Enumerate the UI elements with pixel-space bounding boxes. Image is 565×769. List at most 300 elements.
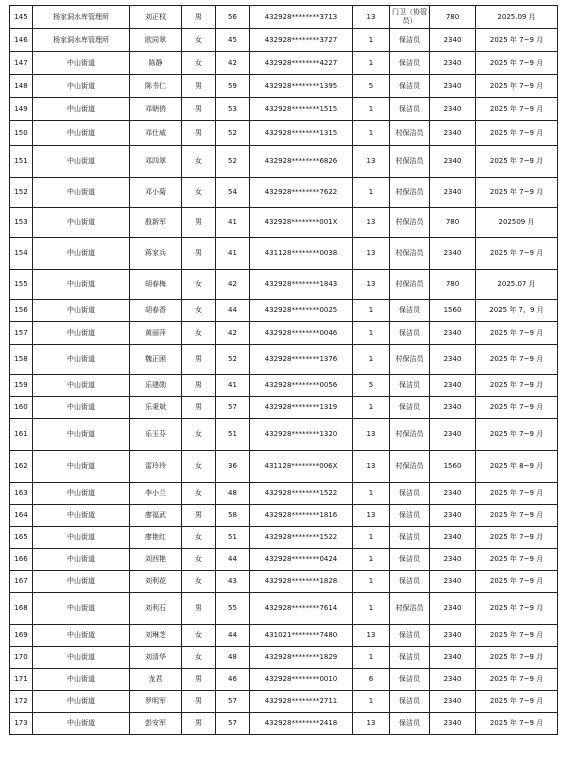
period-cell: 2025 年 7~9 月 — [476, 571, 558, 593]
period-cell: 2025 年 7~9 月 — [476, 238, 558, 270]
gender-cell: 女 — [182, 549, 216, 571]
row-number-cell: 161 — [10, 419, 33, 451]
period-cell: 2025 年 7~9 月 — [476, 75, 558, 98]
gender-cell: 女 — [182, 178, 216, 208]
name-cell: 雷玲玲 — [130, 451, 182, 483]
row-number-cell: 153 — [10, 208, 33, 238]
category-code-cell: 5 — [353, 75, 390, 98]
amount-cell: 2340 — [430, 397, 476, 419]
category-code-cell: 1 — [353, 549, 390, 571]
category-code-cell: 1 — [353, 52, 390, 75]
age-cell: 48 — [216, 483, 250, 505]
row-number-cell: 173 — [10, 713, 33, 735]
age-cell: 45 — [216, 29, 250, 52]
street-cell: 中山街道 — [33, 75, 130, 98]
position-cell: 保洁员 — [390, 98, 430, 121]
table-row — [10, 527, 558, 549]
position-cell: 保洁员 — [390, 505, 430, 527]
amount-cell: 2340 — [430, 669, 476, 691]
table-row — [10, 146, 558, 178]
age-cell: 59 — [216, 75, 250, 98]
gender-cell: 男 — [182, 6, 216, 29]
table-row — [10, 238, 558, 270]
amount-cell: 1560 — [430, 451, 476, 483]
amount-cell: 2340 — [430, 713, 476, 735]
category-code-cell: 1 — [353, 29, 390, 52]
row-number-cell: 149 — [10, 98, 33, 121]
table-body — [10, 6, 558, 735]
street-cell: 中山街道 — [33, 419, 130, 451]
table-row — [10, 549, 558, 571]
category-code-cell: 13 — [353, 6, 390, 29]
age-cell: 44 — [216, 625, 250, 647]
name-cell: 邓朝俏 — [130, 98, 182, 121]
age-cell: 42 — [216, 322, 250, 345]
position-cell: 保洁员 — [390, 625, 430, 647]
age-cell: 52 — [216, 345, 250, 375]
street-cell: 中山街道 — [33, 238, 130, 270]
period-cell: 2025 年 7~9 月 — [476, 505, 558, 527]
street-cell: 中山街道 — [33, 345, 130, 375]
id-number-cell: 432928********0056 — [250, 375, 353, 397]
period-cell: 2025 年 7~9 月 — [476, 322, 558, 345]
street-cell: 中山街道 — [33, 300, 130, 322]
table-row — [10, 375, 558, 397]
age-cell: 46 — [216, 669, 250, 691]
position-cell: 保洁员 — [390, 647, 430, 669]
row-number-cell: 162 — [10, 451, 33, 483]
street-cell: 中山街道 — [33, 647, 130, 669]
name-cell: 乐秉斌 — [130, 397, 182, 419]
row-number-cell: 170 — [10, 647, 33, 669]
gender-cell: 女 — [182, 647, 216, 669]
id-number-cell: 432928********001X — [250, 208, 353, 238]
id-number-cell: 432928********1828 — [250, 571, 353, 593]
row-number-cell: 168 — [10, 593, 33, 625]
table-row — [10, 669, 558, 691]
age-cell: 36 — [216, 451, 250, 483]
category-code-cell: 13 — [353, 451, 390, 483]
gender-cell: 男 — [182, 75, 216, 98]
amount-cell: 2340 — [430, 178, 476, 208]
row-number-cell: 167 — [10, 571, 33, 593]
table-row — [10, 121, 558, 146]
row-number-cell: 166 — [10, 549, 33, 571]
name-cell: 邓小菊 — [130, 178, 182, 208]
name-cell: 邓四翠 — [130, 146, 182, 178]
amount-cell: 2340 — [430, 238, 476, 270]
age-cell: 58 — [216, 505, 250, 527]
gender-cell: 男 — [182, 691, 216, 713]
table-row — [10, 713, 558, 735]
position-cell: 保洁员 — [390, 375, 430, 397]
amount-cell: 1560 — [430, 300, 476, 322]
id-number-cell: 432928********7614 — [250, 593, 353, 625]
name-cell: 刘清华 — [130, 647, 182, 669]
row-number-cell: 164 — [10, 505, 33, 527]
id-number-cell: 432928********1320 — [250, 419, 353, 451]
age-cell: 44 — [216, 549, 250, 571]
street-cell: 中山街道 — [33, 322, 130, 345]
name-cell: 刘利石 — [130, 593, 182, 625]
category-code-cell: 1 — [353, 397, 390, 419]
gender-cell: 男 — [182, 593, 216, 625]
id-number-cell: 432928********0424 — [250, 549, 353, 571]
position-cell: 保洁员 — [390, 483, 430, 505]
category-code-cell: 6 — [353, 669, 390, 691]
street-cell: 中山街道 — [33, 121, 130, 146]
period-cell: 2025 年 7~9 月 — [476, 549, 558, 571]
table-row — [10, 647, 558, 669]
category-code-cell: 1 — [353, 691, 390, 713]
period-cell: 2025 年 7、9 月 — [476, 300, 558, 322]
id-number-cell: 432928********1816 — [250, 505, 353, 527]
category-code-cell: 1 — [353, 571, 390, 593]
period-cell: 202509 月 — [476, 208, 558, 238]
name-cell: 陈静 — [130, 52, 182, 75]
street-cell: 中山街道 — [33, 375, 130, 397]
period-cell: 2025 年 7~9 月 — [476, 121, 558, 146]
subsidy-roster-table — [9, 5, 558, 735]
category-code-cell: 13 — [353, 270, 390, 300]
street-cell: 中山街道 — [33, 178, 130, 208]
amount-cell: 2340 — [430, 29, 476, 52]
row-number-cell: 156 — [10, 300, 33, 322]
id-number-cell: 432928********1843 — [250, 270, 353, 300]
age-cell: 52 — [216, 121, 250, 146]
id-number-cell: 432928********0010 — [250, 669, 353, 691]
id-number-cell: 432928********1319 — [250, 397, 353, 419]
category-code-cell: 13 — [353, 238, 390, 270]
age-cell: 41 — [216, 375, 250, 397]
gender-cell: 男 — [182, 669, 216, 691]
position-cell: 保洁员 — [390, 75, 430, 98]
position-cell: 保洁员 — [390, 691, 430, 713]
gender-cell: 女 — [182, 52, 216, 75]
id-number-cell: 432928********7622 — [250, 178, 353, 208]
table-row — [10, 6, 558, 29]
name-cell: 龙君 — [130, 669, 182, 691]
id-number-cell: 431128********0038 — [250, 238, 353, 270]
name-cell: 黄丽萍 — [130, 322, 182, 345]
gender-cell: 女 — [182, 300, 216, 322]
row-number-cell: 157 — [10, 322, 33, 345]
table-row — [10, 178, 558, 208]
period-cell: 2025 年 7~9 月 — [476, 375, 558, 397]
period-cell: 2025 年 7~9 月 — [476, 647, 558, 669]
age-cell: 57 — [216, 397, 250, 419]
name-cell: 殷新军 — [130, 208, 182, 238]
period-cell: 2025.07 月 — [476, 270, 558, 300]
name-cell: 魏正困 — [130, 345, 182, 375]
category-code-cell: 1 — [353, 647, 390, 669]
gender-cell: 男 — [182, 375, 216, 397]
amount-cell: 2340 — [430, 593, 476, 625]
name-cell: 乐建勋 — [130, 375, 182, 397]
row-number-cell: 147 — [10, 52, 33, 75]
category-code-cell: 1 — [353, 483, 390, 505]
amount-cell: 2340 — [430, 625, 476, 647]
name-cell: 邓仕威 — [130, 121, 182, 146]
row-number-cell: 169 — [10, 625, 33, 647]
position-cell: 保洁员 — [390, 713, 430, 735]
row-number-cell: 154 — [10, 238, 33, 270]
position-cell: 保洁员 — [390, 322, 430, 345]
position-cell: 村保洁员 — [390, 593, 430, 625]
gender-cell: 男 — [182, 505, 216, 527]
age-cell: 51 — [216, 527, 250, 549]
age-cell: 57 — [216, 691, 250, 713]
category-code-cell: 13 — [353, 505, 390, 527]
amount-cell: 2340 — [430, 691, 476, 713]
category-code-cell: 13 — [353, 625, 390, 647]
id-number-cell: 432928********1395 — [250, 75, 353, 98]
table-row — [10, 75, 558, 98]
table-row — [10, 98, 558, 121]
id-number-cell: 432928********0025 — [250, 300, 353, 322]
row-number-cell: 158 — [10, 345, 33, 375]
amount-cell: 2340 — [430, 549, 476, 571]
row-number-cell: 163 — [10, 483, 33, 505]
name-cell: 欧同翠 — [130, 29, 182, 52]
table-row — [10, 208, 558, 238]
id-number-cell: 431021********7480 — [250, 625, 353, 647]
period-cell: 2025 年 7~9 月 — [476, 178, 558, 208]
position-cell: 村保洁员 — [390, 451, 430, 483]
gender-cell: 女 — [182, 29, 216, 52]
amount-cell: 2340 — [430, 527, 476, 549]
row-number-cell: 172 — [10, 691, 33, 713]
table-row — [10, 322, 558, 345]
table-row — [10, 483, 558, 505]
period-cell: 2025 年 7~9 月 — [476, 527, 558, 549]
name-cell: 胡春香 — [130, 300, 182, 322]
amount-cell: 2340 — [430, 98, 476, 121]
street-cell: 中山街道 — [33, 270, 130, 300]
name-cell: 蒋家兵 — [130, 238, 182, 270]
amount-cell: 2340 — [430, 419, 476, 451]
amount-cell: 2340 — [430, 322, 476, 345]
gender-cell: 男 — [182, 208, 216, 238]
id-number-cell: 432928********1515 — [250, 98, 353, 121]
gender-cell: 男 — [182, 121, 216, 146]
period-cell: 2025 年 7~9 月 — [476, 713, 558, 735]
position-cell: 保洁员 — [390, 397, 430, 419]
street-cell: 中山街道 — [33, 146, 130, 178]
row-number-cell: 145 — [10, 6, 33, 29]
street-cell: 中山街道 — [33, 549, 130, 571]
position-cell: 村保洁员 — [390, 121, 430, 146]
gender-cell: 男 — [182, 397, 216, 419]
table-row — [10, 571, 558, 593]
category-code-cell: 1 — [353, 345, 390, 375]
period-cell: 2025.09 月 — [476, 6, 558, 29]
gender-cell: 男 — [182, 713, 216, 735]
name-cell: 李小兰 — [130, 483, 182, 505]
id-number-cell: 432928********1829 — [250, 647, 353, 669]
gender-cell: 女 — [182, 625, 216, 647]
street-cell: 中山街道 — [33, 713, 130, 735]
age-cell: 53 — [216, 98, 250, 121]
id-number-cell: 432928********2711 — [250, 691, 353, 713]
row-number-cell: 165 — [10, 527, 33, 549]
street-cell: 中山街道 — [33, 451, 130, 483]
period-cell: 2025 年 7~9 月 — [476, 98, 558, 121]
position-cell: 门卫（协管员） — [390, 6, 430, 29]
name-cell: 刘利花 — [130, 571, 182, 593]
amount-cell: 2340 — [430, 52, 476, 75]
table-row — [10, 593, 558, 625]
table-row — [10, 505, 558, 527]
position-cell: 村保洁员 — [390, 178, 430, 208]
gender-cell: 女 — [182, 146, 216, 178]
name-cell: 罗明军 — [130, 691, 182, 713]
table-row — [10, 625, 558, 647]
amount-cell: 2340 — [430, 647, 476, 669]
age-cell: 43 — [216, 571, 250, 593]
street-cell: 杨家洞水库管理所 — [33, 29, 130, 52]
category-code-cell: 1 — [353, 178, 390, 208]
category-code-cell: 13 — [353, 146, 390, 178]
street-cell: 杨家洞水库管理所 — [33, 6, 130, 29]
gender-cell: 女 — [182, 483, 216, 505]
period-cell: 2025 年 7~9 月 — [476, 669, 558, 691]
table-row — [10, 419, 558, 451]
category-code-cell: 5 — [353, 375, 390, 397]
period-cell: 2025 年 8~9 月 — [476, 451, 558, 483]
gender-cell: 女 — [182, 451, 216, 483]
table-row — [10, 270, 558, 300]
street-cell: 中山街道 — [33, 397, 130, 419]
period-cell: 2025 年 7~9 月 — [476, 691, 558, 713]
street-cell: 中山街道 — [33, 571, 130, 593]
name-cell: 陈书仁 — [130, 75, 182, 98]
position-cell: 保洁员 — [390, 549, 430, 571]
id-number-cell: 432928********1522 — [250, 483, 353, 505]
name-cell: 廖福武 — [130, 505, 182, 527]
id-number-cell: 432928********3713 — [250, 6, 353, 29]
amount-cell: 2340 — [430, 505, 476, 527]
age-cell: 56 — [216, 6, 250, 29]
age-cell: 52 — [216, 146, 250, 178]
row-number-cell: 150 — [10, 121, 33, 146]
gender-cell: 男 — [182, 345, 216, 375]
position-cell: 村保洁员 — [390, 345, 430, 375]
name-cell: 胡春梅 — [130, 270, 182, 300]
period-cell: 2025 年 7~9 月 — [476, 146, 558, 178]
id-number-cell: 432928********6826 — [250, 146, 353, 178]
street-cell: 中山街道 — [33, 593, 130, 625]
name-cell: 刘琳芝 — [130, 625, 182, 647]
id-number-cell: 432928********1315 — [250, 121, 353, 146]
position-cell: 村保洁员 — [390, 208, 430, 238]
category-code-cell: 1 — [353, 121, 390, 146]
category-code-cell: 1 — [353, 593, 390, 625]
name-cell: 刘正权 — [130, 6, 182, 29]
position-cell: 村保洁员 — [390, 146, 430, 178]
street-cell: 中山街道 — [33, 98, 130, 121]
table-row — [10, 691, 558, 713]
id-number-cell: 432928********4227 — [250, 52, 353, 75]
age-cell: 44 — [216, 300, 250, 322]
period-cell: 2025 年 7~9 月 — [476, 52, 558, 75]
row-number-cell: 151 — [10, 146, 33, 178]
id-number-cell: 431128********006X — [250, 451, 353, 483]
category-code-cell: 13 — [353, 208, 390, 238]
row-number-cell: 159 — [10, 375, 33, 397]
position-cell: 保洁员 — [390, 527, 430, 549]
gender-cell: 女 — [182, 571, 216, 593]
position-cell: 村保洁员 — [390, 419, 430, 451]
age-cell: 57 — [216, 713, 250, 735]
id-number-cell: 432928********1376 — [250, 345, 353, 375]
gender-cell: 女 — [182, 419, 216, 451]
position-cell: 村保洁员 — [390, 270, 430, 300]
period-cell: 2025 年 7~9 月 — [476, 593, 558, 625]
table-row — [10, 345, 558, 375]
age-cell: 51 — [216, 419, 250, 451]
period-cell: 2025 年 7~9 月 — [476, 419, 558, 451]
age-cell: 54 — [216, 178, 250, 208]
age-cell: 41 — [216, 208, 250, 238]
category-code-cell: 13 — [353, 713, 390, 735]
amount-cell: 780 — [430, 6, 476, 29]
age-cell: 42 — [216, 52, 250, 75]
amount-cell: 780 — [430, 208, 476, 238]
row-number-cell: 152 — [10, 178, 33, 208]
row-number-cell: 146 — [10, 29, 33, 52]
age-cell: 42 — [216, 270, 250, 300]
amount-cell: 2340 — [430, 571, 476, 593]
street-cell: 中山街道 — [33, 625, 130, 647]
gender-cell: 女 — [182, 527, 216, 549]
period-cell: 2025 年 7~9 月 — [476, 397, 558, 419]
position-cell: 保洁员 — [390, 29, 430, 52]
amount-cell: 2340 — [430, 483, 476, 505]
category-code-cell: 1 — [353, 300, 390, 322]
age-cell: 55 — [216, 593, 250, 625]
amount-cell: 780 — [430, 270, 476, 300]
table-row — [10, 451, 558, 483]
id-number-cell: 432928********2418 — [250, 713, 353, 735]
row-number-cell: 171 — [10, 669, 33, 691]
position-cell: 保洁员 — [390, 571, 430, 593]
gender-cell: 女 — [182, 270, 216, 300]
category-code-cell: 1 — [353, 527, 390, 549]
gender-cell: 女 — [182, 322, 216, 345]
row-number-cell: 160 — [10, 397, 33, 419]
street-cell: 中山街道 — [33, 505, 130, 527]
name-cell: 刘西艳 — [130, 549, 182, 571]
position-cell: 保洁员 — [390, 300, 430, 322]
street-cell: 中山街道 — [33, 483, 130, 505]
id-number-cell: 432928********1522 — [250, 527, 353, 549]
name-cell: 彭安军 — [130, 713, 182, 735]
id-number-cell: 432928********3727 — [250, 29, 353, 52]
street-cell: 中山街道 — [33, 527, 130, 549]
age-cell: 48 — [216, 647, 250, 669]
category-code-cell: 13 — [353, 419, 390, 451]
period-cell: 2025 年 7~9 月 — [476, 29, 558, 52]
category-code-cell: 1 — [353, 322, 390, 345]
amount-cell: 2340 — [430, 345, 476, 375]
period-cell: 2025 年 7~9 月 — [476, 345, 558, 375]
age-cell: 41 — [216, 238, 250, 270]
id-number-cell: 432928********0046 — [250, 322, 353, 345]
gender-cell: 男 — [182, 238, 216, 270]
period-cell: 2025 年 7~9 月 — [476, 483, 558, 505]
name-cell: 廖艳红 — [130, 527, 182, 549]
